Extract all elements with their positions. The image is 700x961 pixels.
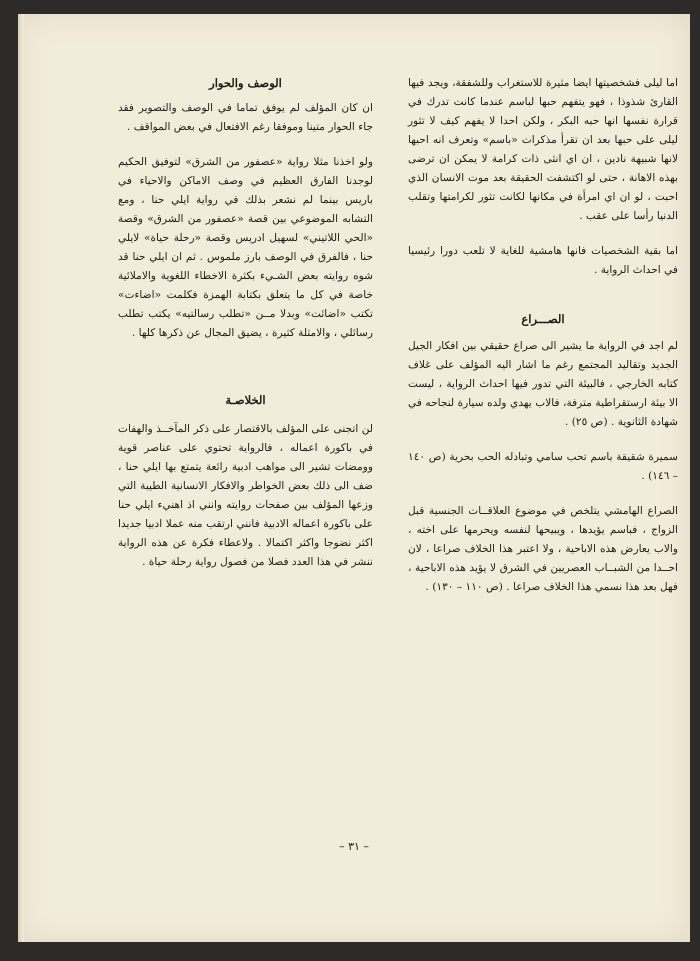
left-column [118, 74, 373, 572]
paragraph-marginal-conflict: الصراع الهامشي يتلخص في موضوع العلاقــات الجنسية قبل الزواج ، فباسم يؤيدها ، ويبيحها لنفسه ويحرمها على اخته ، والاب يعارض هذه الاباحية ، ولا اعتبر هذا الخلاف صراعا ، لان احــدا من الشبــاب العصريين في الشرق لا يؤيد هذه الاباحية ، فهل بعد هذا نسمي هذا الخلاف صراعا . (ص ١١٠ – ١٣٠) . [408, 505, 678, 593]
paragraph-conclusion: لن اتجنى على المؤلف بالاقتصار على ذكر المآخــذ والهفات في باكورة اعماله ، فالرواية تحتوي على عناصر قوية وومضات تشير الى مواهب ادبية رائعة يتمتع بها ايلي حنا ، ضف الى ذلك بعض الخواطر والافكار الانسانية الطيبة التي وزعها المؤلف بين صفحات روايته وانني اذ اهنيء ايلي حنا على باكورة اعماله الادبية فانني ارتقب منه عملا ادبيا جديدا اكثر نضوجا واكثر اكتمالا . ولاعطاء فكرة عن هذه الرواية ننشر في هذا العدد فصلا من فصول رواية رحلة حياة . [118, 423, 373, 568]
heading-conclusion: الخلاصـة [225, 393, 266, 407]
paragraph-comparison: ولو اخذنا مثلا رواية «عصفور من الشرق» لتوفيق الحكيم لوجدنا الفارق العظيم في وصف الاماكن والاحياء في باريس بينما لم نشعر بذلك في رواية ايلي حنا ، ومع التشابه الموضوعي بين قصة «عصفور من الشرق» وقصة «الحي اللاتيني» لسهيل ادريس وقصة «رحلة حياة» لايلي حنا ، فالفرق في الوصف بارز ملموس . ثم ان ايلي حنا قد شوه روايته بعض الشـيء بكثرة الاخطاء اللغوية والاملائية خاصة في كل ما يتعلق بكتابة الهمزة فكلمت «اضاءت» تكتب «اضائت» وبدلا مــن «تطلب رسالتيه» يكتب تطلب رسائلي ، والامثلة كثيرة ، يضيق المجال عن ذكرها كلها . [118, 156, 373, 339]
right-column [408, 74, 678, 597]
document-page [18, 14, 690, 942]
paragraph-conflict: لم اجد في الرواية ما يشير الى صراع حقيقي بين افكار الجيل الجديد وتقاليد المجتمع رغم ما اشار اليه المؤلف على غلاف كتابه الخارجي ، فالبيئة التي تدور فيها احداث الرواية ، ليست الا بيئة ارستقراطية مترفة، فالاب يهدي ولده سيارة لنجاحه في شهادة الثانوية . (ص ٢٥) . [408, 340, 678, 428]
paragraph-other-characters: اما بقية الشخصيات فانها هامشية للغاية لا تلعب دورا رئيسيا في احداث الرواية . [408, 245, 678, 276]
page-binding-edge [18, 14, 24, 942]
heading-description-dialogue: الوصف والحوار [209, 76, 282, 90]
paragraph-dialogue: ان كان المؤلف لم يوفق تماما في الوصف والتصوير فقد جاء الحوار متينا وموفقا رغم الافتعال في بعض المواقف . [118, 102, 373, 133]
page-number: – ٣١ – [339, 840, 369, 853]
paragraph-leila: اما ليلى فشخصيتها ايضا مثيرة للاستغراب وللشفقة، ويجد فيها القارئ شذوذا ، فهو يتفهم حبها لباسم عندما كانت تدرك في قرارة نفسها انها حبه البكر ، ولكن احدا لا يفهم كيف لا تثور ليلى على حبها بعد ان تقرأ مذكرات «باسم» وتعرف انه احبها لانها شبيهة نادين ، ان اي انثى ذات كرامة لا يمكن ان ترضى بهذه الاهانة ، حتى لو اكتشفت الحقيقة بعد موت الانسان الذي احبت ، لو ان اي امرأة في مكانها لكانت تثور لكرامتها وتقلب الدنيا رأسا على عقب . [408, 77, 678, 222]
heading-conflict: الصـــراع [521, 312, 565, 326]
paragraph-samira: سميرة شقيقة باسم تحب سامي وتبادله الحب بحرية (ص ١٤٠ – ١٤٦) . [408, 451, 678, 482]
